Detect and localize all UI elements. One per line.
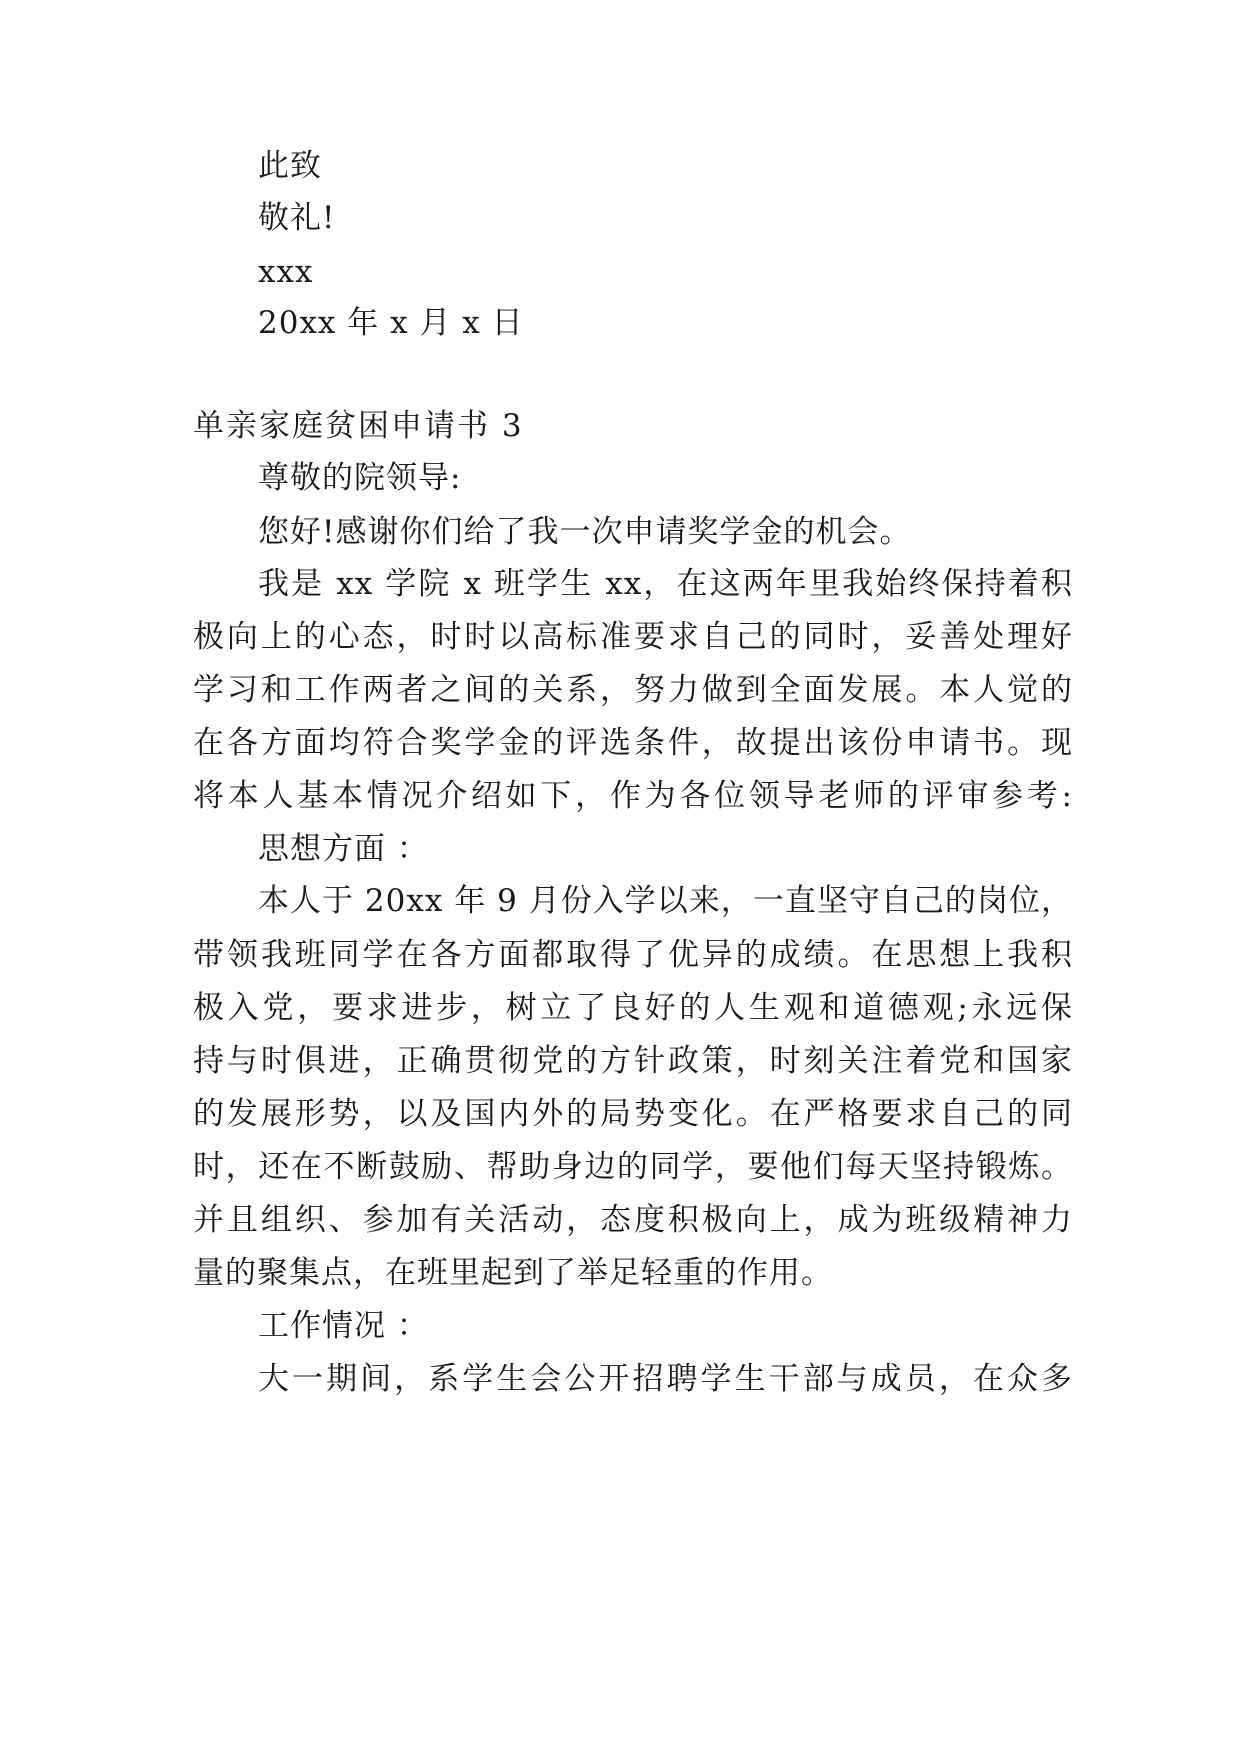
- paragraph-line: 极向上的心态，时时以高标准要求自己的同时，妥善处理好: [193, 619, 1073, 655]
- paragraph-line: 带领我班同学在各方面都取得了优异的成绩。在思想上我积: [193, 937, 1073, 973]
- paragraph-line: 并且组织、参加有关活动，态度积极向上，成为班级精神力: [193, 1202, 1073, 1238]
- section-heading-work: 工作情况 ：: [258, 1308, 429, 1344]
- paragraph-line: 持与时俱进，正确贯彻党的方针政策，时刻关注着党和国家: [193, 1043, 1073, 1079]
- paragraph-line: 极入党，要求进步，树立了良好的人生观和道德观;永远保: [193, 990, 1073, 1026]
- paragraph-line: 量的聚集点，在班里起到了举足轻重的作用。: [193, 1255, 833, 1291]
- paragraph-line: 在各方面均符合奖学金的评选条件，故提出该份申请书。现: [193, 725, 1073, 761]
- signature: xxx: [258, 254, 314, 290]
- paragraph-line: 本人于 20xx 年 9 月份入学以来，一直坚守自己的岗位，: [258, 883, 1073, 919]
- section-title: 单亲家庭贫困申请书 3: [193, 408, 524, 444]
- greeting: 尊敬的院领导:: [258, 460, 462, 496]
- letter-date: 20xx 年 x 月 x 日: [258, 305, 524, 341]
- section-heading-thought: 思想方面 ：: [258, 831, 429, 867]
- paragraph-line: 我是 xx 学院 x 班学生 xx，在这两年里我始终保持着积: [258, 566, 1073, 602]
- paragraph-line: 的发展形势，以及国内外的局势变化。在严格要求自己的同: [193, 1096, 1073, 1132]
- paragraph-line: 大一期间，系学生会公开招聘学生干部与成员，在众多: [258, 1361, 1073, 1397]
- paragraph-line: 时，还在不断鼓励、帮助身边的同学，要他们每天坚持锻炼。: [193, 1149, 1073, 1185]
- opening-line: 您好!感谢你们给了我一次申请奖学金的机会。: [258, 514, 912, 550]
- closing-salutation: 此致: [258, 148, 322, 184]
- paragraph-line: 将本人基本情况介绍如下，作为各位领导老师的评审参考:: [193, 778, 1073, 814]
- closing-respect: 敬礼!: [258, 200, 336, 236]
- paragraph-line: 学习和工作两者之间的关系，努力做到全面发展。本人觉的: [193, 672, 1073, 708]
